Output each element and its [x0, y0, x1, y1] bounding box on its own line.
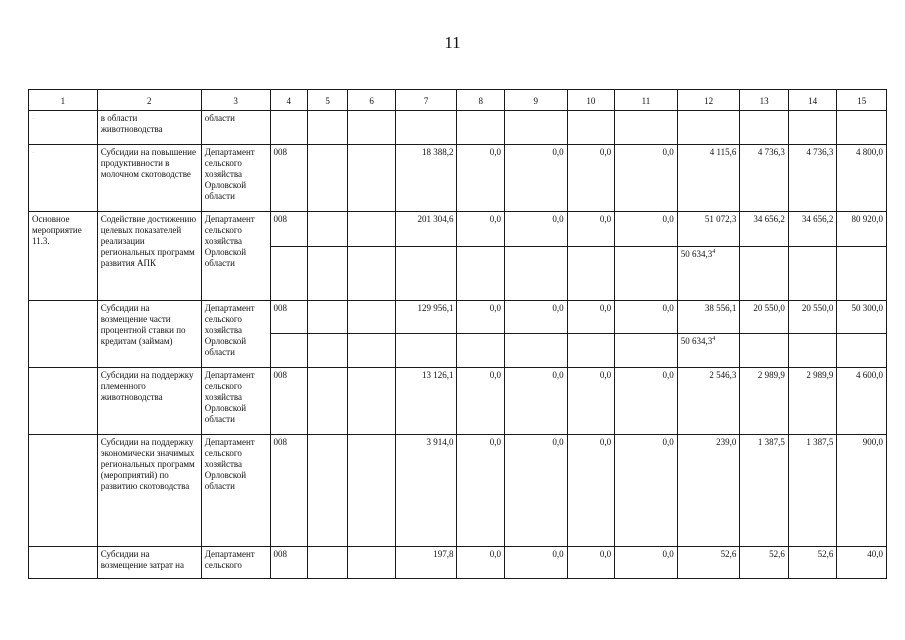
- column-header: 1: [29, 90, 98, 111]
- executor-cell: области: [201, 111, 270, 145]
- value-cell: 38 556,1: [677, 301, 740, 334]
- value-cell: 201 304,6: [395, 212, 457, 247]
- value-cell: 4 800,0: [837, 145, 887, 212]
- measure-name-cell: Субсидии на поддержку экономически значимых региональных программ (мероприятий) по развитию скотоводства: [97, 435, 201, 547]
- table-cell: [395, 334, 457, 368]
- value-cell: 0,0: [567, 368, 614, 435]
- value-cell: 0,0: [457, 212, 504, 247]
- value-cell: [677, 334, 740, 368]
- value-cell: 52,6: [740, 547, 789, 579]
- table-row: [29, 435, 887, 547]
- column-header: 4: [270, 90, 307, 111]
- value-cell: 900,0: [837, 435, 887, 547]
- column-header: 3: [201, 90, 270, 111]
- table-cell: [740, 111, 789, 145]
- table-cell: [457, 247, 504, 301]
- value-cell: 1 387,5: [740, 435, 789, 547]
- header-row: [29, 90, 887, 111]
- code-cell: 008: [270, 301, 307, 334]
- footnote-mark: 4: [712, 336, 716, 342]
- table-cell: [29, 111, 98, 145]
- value-text: 50 634,3: [680, 336, 713, 346]
- value-cell: 0,0: [457, 368, 504, 435]
- table-cell: [348, 145, 395, 212]
- column-header: 11: [615, 90, 678, 111]
- value-cell: 4 736,3: [788, 145, 837, 212]
- column-header: 9: [504, 90, 567, 111]
- value-cell: 18 388,2: [395, 145, 457, 212]
- table-cell: [740, 334, 789, 368]
- column-header: 6: [348, 90, 395, 111]
- measure-name-cell: Субсидии на поддержку племенного животноводства: [97, 368, 201, 435]
- value-cell: 4 115,6: [677, 145, 740, 212]
- value-cell: 239,0: [677, 435, 740, 547]
- code-cell: 008: [270, 145, 307, 212]
- column-header: 12: [677, 90, 740, 111]
- scan-speck: ·: [32, 115, 35, 123]
- executor-cell: Департамент сельского хозяйства Орловской области: [201, 145, 270, 212]
- table-cell: [677, 111, 740, 145]
- value-cell: 0,0: [457, 435, 504, 547]
- table-cell: [29, 145, 98, 212]
- table-cell: [567, 247, 614, 301]
- table-cell: [307, 547, 347, 579]
- table-cell: [270, 334, 307, 368]
- value-cell: 20 550,0: [740, 301, 789, 334]
- table-cell: [837, 334, 887, 368]
- table-cell: [307, 247, 347, 301]
- value-cell: 51 072,3: [677, 212, 740, 247]
- table-cell: [837, 247, 887, 301]
- column-header: 13: [740, 90, 789, 111]
- table-cell: [29, 301, 98, 368]
- value-cell: 0,0: [457, 301, 504, 334]
- column-header: 14: [788, 90, 837, 111]
- value-cell: 0,0: [504, 145, 567, 212]
- table-cell: [270, 111, 307, 145]
- value-cell: 80 920,0: [837, 212, 887, 247]
- table-cell: [615, 111, 678, 145]
- table-cell: [307, 145, 347, 212]
- measure-name-cell: Субсидии на возмещение части процентной ставки по кредитам (займам): [97, 301, 201, 368]
- value-cell: 0,0: [567, 301, 614, 334]
- value-cell: 2 546,3: [677, 368, 740, 435]
- table-cell: [395, 247, 457, 301]
- table-cell: [29, 368, 98, 435]
- code-cell: 008: [270, 212, 307, 247]
- value-cell: 0,0: [615, 145, 678, 212]
- footnote-mark: 4: [712, 249, 716, 255]
- table-row: [29, 212, 887, 247]
- table-cell: [740, 247, 789, 301]
- table-cell: [837, 111, 887, 145]
- value-cell: 0,0: [567, 212, 614, 247]
- column-header: 8: [457, 90, 504, 111]
- value-cell: 0,0: [504, 212, 567, 247]
- scan-speck: ·: [32, 149, 35, 157]
- page-number: 11: [444, 33, 461, 52]
- value-cell: [677, 247, 740, 301]
- executor-cell: Департамент сельского хозяйства Орловской области: [201, 212, 270, 301]
- column-header: 15: [837, 90, 887, 111]
- value-cell: 0,0: [457, 547, 504, 579]
- value-cell: 0,0: [504, 435, 567, 547]
- value-cell: 0,0: [504, 547, 567, 579]
- table-cell: [307, 435, 347, 547]
- value-cell: 0,0: [615, 301, 678, 334]
- value-cell: 52,6: [677, 547, 740, 579]
- value-cell: 34 656,2: [740, 212, 789, 247]
- code-cell: 008: [270, 435, 307, 547]
- value-cell: 129 956,1: [395, 301, 457, 334]
- value-cell: 3 914,0: [395, 435, 457, 547]
- budget-table: [28, 89, 887, 579]
- table-cell: [457, 334, 504, 368]
- value-cell: 52,6: [788, 547, 837, 579]
- value-cell: 13 126,1: [395, 368, 457, 435]
- executor-cell: Департамент сельского хозяйства Орловской области: [201, 435, 270, 547]
- value-cell: 40,0: [837, 547, 887, 579]
- table-cell: [307, 111, 347, 145]
- value-cell: 0,0: [457, 145, 504, 212]
- table-row: [29, 111, 887, 145]
- value-cell: 0,0: [615, 435, 678, 547]
- value-cell: 2 989,9: [788, 368, 837, 435]
- measure-id-cell: Основное мероприятие 11.3.: [29, 212, 98, 301]
- measure-name-cell: в области животноводства: [97, 111, 201, 145]
- value-cell: 0,0: [615, 368, 678, 435]
- table-cell: [348, 334, 395, 368]
- executor-cell: Департамент сельского хозяйства Орловской области: [201, 301, 270, 368]
- value-cell: 34 656,2: [788, 212, 837, 247]
- value-cell: 0,0: [567, 145, 614, 212]
- executor-cell: Департамент сельского: [201, 547, 270, 579]
- table-cell: [307, 368, 347, 435]
- measure-name-cell: Субсидии на повышение продуктивности в молочном скотоводстве: [97, 145, 201, 212]
- executor-cell: Департамент сельского хозяйства Орловской области: [201, 368, 270, 435]
- table-cell: [504, 334, 567, 368]
- table-cell: [348, 547, 395, 579]
- column-header: 7: [395, 90, 457, 111]
- value-cell: 0,0: [615, 547, 678, 579]
- table-cell: [307, 334, 347, 368]
- table-row: [29, 368, 887, 435]
- table-cell: [270, 247, 307, 301]
- table-row: [29, 547, 887, 579]
- table-cell: [504, 111, 567, 145]
- column-header: 2: [97, 90, 201, 111]
- table-cell: [348, 111, 395, 145]
- value-cell: 0,0: [567, 547, 614, 579]
- column-header: 10: [567, 90, 614, 111]
- table-cell: [567, 111, 614, 145]
- table-cell: [788, 111, 837, 145]
- table-row: [29, 301, 887, 334]
- column-header: 5: [307, 90, 347, 111]
- code-cell: 008: [270, 547, 307, 579]
- value-cell: 0,0: [615, 212, 678, 247]
- value-text: 50 634,3: [680, 249, 713, 259]
- table-cell: [348, 247, 395, 301]
- value-cell: 20 550,0: [788, 301, 837, 334]
- table-cell: [307, 212, 347, 247]
- value-cell: 4 600,0: [837, 368, 887, 435]
- table-cell: [348, 368, 395, 435]
- table-cell: [788, 334, 837, 368]
- measure-name-cell: Субсидии на возмещение затрат на: [97, 547, 201, 579]
- table-cell: [567, 334, 614, 368]
- value-cell: 0,0: [504, 368, 567, 435]
- table-cell: [395, 111, 457, 145]
- value-cell: 2 989,9: [740, 368, 789, 435]
- value-cell: 1 387,5: [788, 435, 837, 547]
- value-cell: 197,8: [395, 547, 457, 579]
- table-cell: [29, 435, 98, 547]
- value-cell: 0,0: [504, 301, 567, 334]
- table-cell: [504, 247, 567, 301]
- table-cell: [307, 301, 347, 334]
- table-row: [29, 145, 887, 212]
- table-cell: [348, 435, 395, 547]
- table-cell: [615, 334, 678, 368]
- measure-name-cell: Содействие достижению целевых показателей реализации региональных программ развития АПК: [97, 212, 201, 301]
- code-cell: 008: [270, 368, 307, 435]
- table-cell: [788, 247, 837, 301]
- value-cell: 4 736,3: [740, 145, 789, 212]
- value-cell: 0,0: [567, 435, 614, 547]
- table-cell: [348, 212, 395, 247]
- value-cell: 50 300,0: [837, 301, 887, 334]
- table-cell: [29, 547, 98, 579]
- table-cell: [348, 301, 395, 334]
- table-cell: [457, 111, 504, 145]
- table-cell: [615, 247, 678, 301]
